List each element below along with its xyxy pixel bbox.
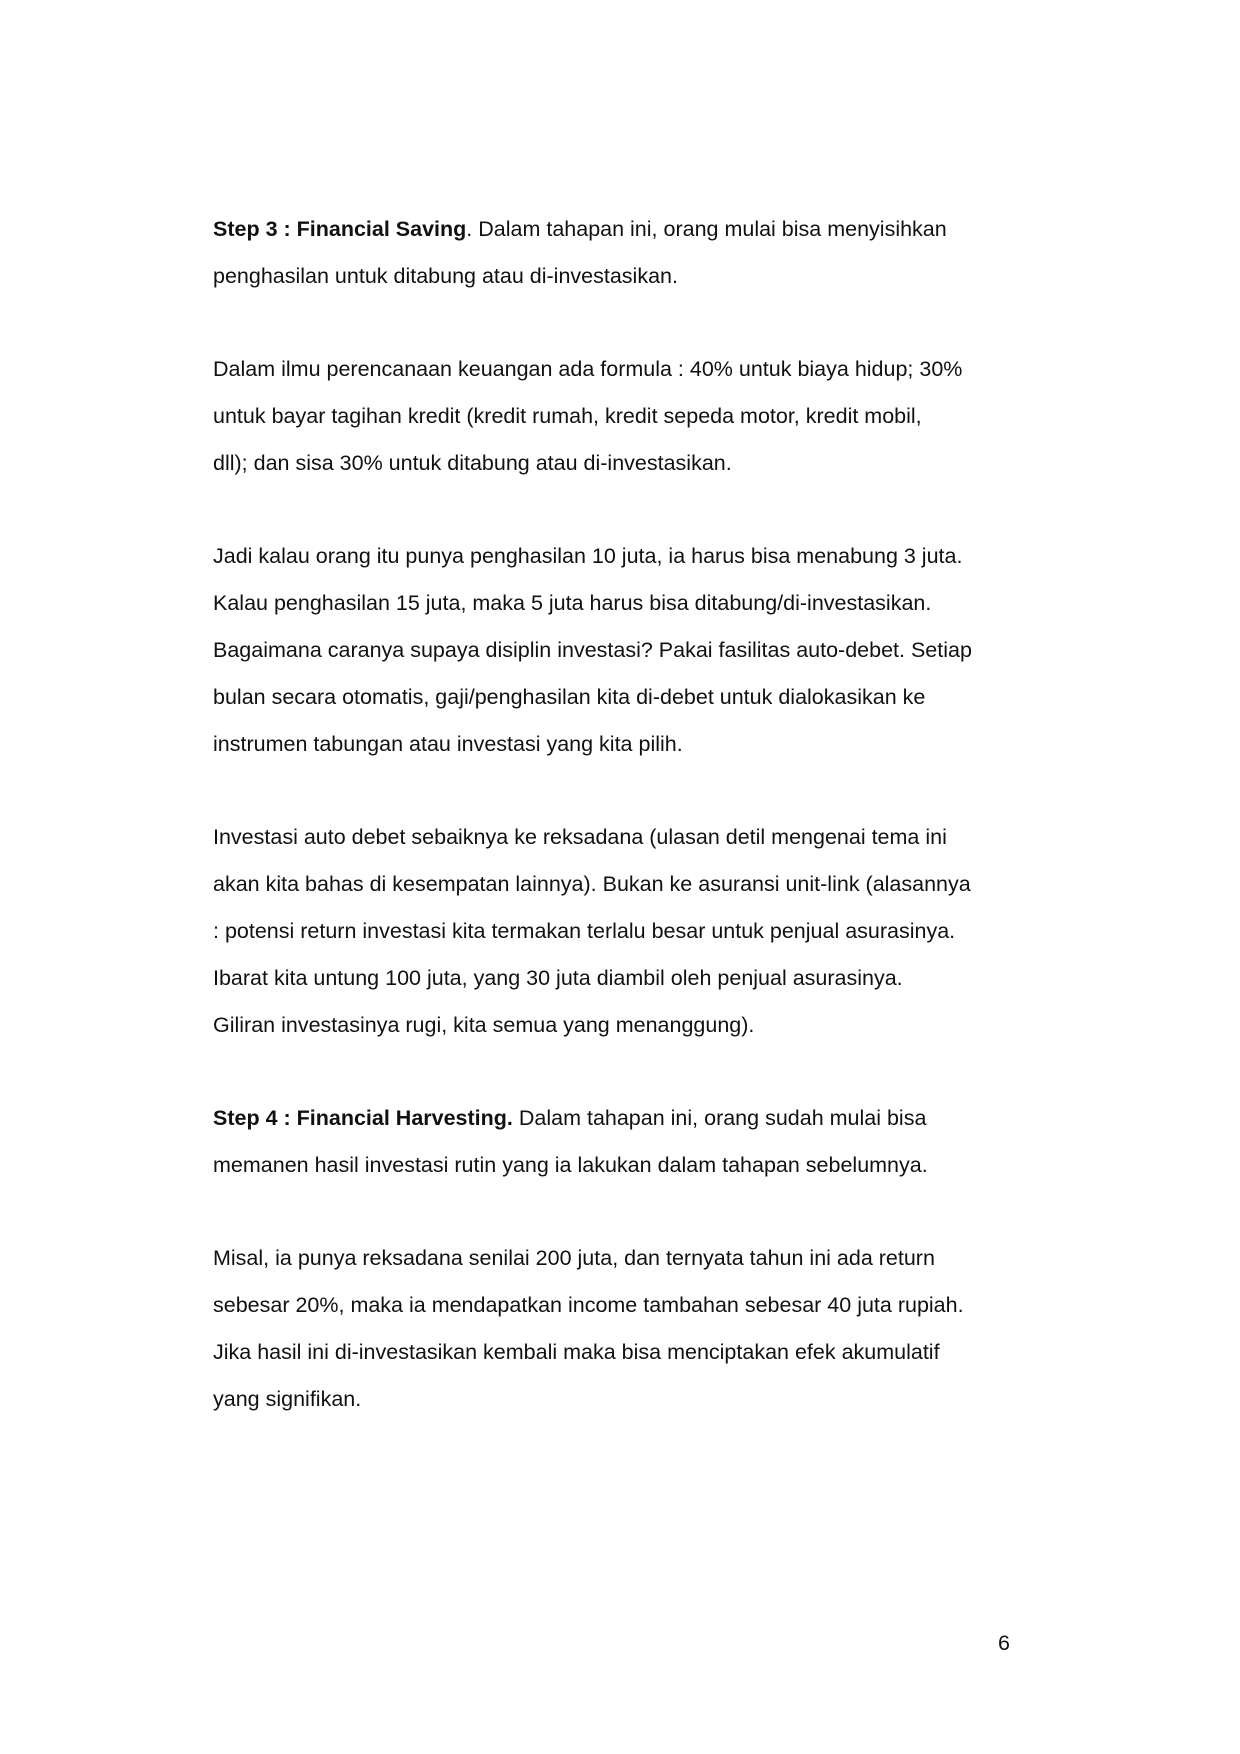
step-3-heading: Step 3 : Financial Saving [213,217,467,241]
paragraph-example-income [213,533,1013,768]
text-line: Investasi auto debet sebaiknya ke reksadana (ulasan detil mengenai tema ini [213,825,947,849]
text-line: Jika hasil ini di-investasikan kembali maka bisa menciptakan efek akumulatif [213,1340,940,1364]
step-4-intro: Dalam tahapan ini, orang sudah mulai bisa [512,1106,927,1130]
paragraph-harvest-example [213,1235,1013,1423]
text-line [213,1095,1013,1142]
text-line: Ibarat kita untung 100 juta, yang 30 juta diambil oleh penjual asurasinya. [213,966,903,990]
page-number: 6 [998,1631,1010,1655]
text-line: dll); dan sisa 30% untuk ditabung atau di-investasikan. [213,451,732,475]
text-line: akan kita bahas di kesempatan lainnya). Bukan ke asuransi unit-link (alasannya [213,872,971,896]
text-line: bulan secara otomatis, gaji/penghasilan kita di-debet untuk dialokasikan ke [213,685,926,709]
step-3-intro: . Dalam tahapan ini, orang mulai bisa menyisihkan [466,217,947,241]
text-line: Bagaimana caranya supaya disiplin investasi? Pakai fasilitas auto-debet. Setiap [213,638,972,662]
text-line: penghasilan untuk ditabung atau di-investasikan. [213,264,678,288]
text-line: Giliran investasinya rugi, kita semua yang menanggung). [213,1013,755,1037]
paragraph-formula [213,346,1013,487]
text-line: Dalam ilmu perencanaan keuangan ada formula : 40% untuk biaya hidup; 30% [213,357,963,381]
text-line [213,206,1013,253]
text-line: : potensi return investasi kita termakan terlalu besar untuk penjual asurasinya. [213,919,956,943]
paragraph-step-4 [213,1095,1013,1189]
page-body [213,206,1013,1469]
text-line: instrumen tabungan atau investasi yang kita pilih. [213,732,683,756]
text-line: yang signifikan. [213,1387,362,1411]
paragraph-auto-debet [213,814,1013,1049]
text-line: untuk bayar tagihan kredit (kredit rumah, kredit sepeda motor, kredit mobil, [213,404,922,428]
text-line: memanen hasil investasi rutin yang ia lakukan dalam tahapan sebelumnya. [213,1153,928,1177]
text-line: Kalau penghasilan 15 juta, maka 5 juta harus bisa ditabung/di-investasikan. [213,591,932,615]
paragraph-step-3 [213,206,1013,300]
text-line: Jadi kalau orang itu punya penghasilan 10 juta, ia harus bisa menabung 3 juta. [213,544,963,568]
text-line: sebesar 20%, maka ia mendapatkan income tambahan sebesar 40 juta rupiah. [213,1293,964,1317]
step-4-heading: Step 4 : Financial Harvesting. [213,1106,513,1130]
text-line: Misal, ia punya reksadana senilai 200 juta, dan ternyata tahun ini ada return [213,1246,935,1270]
